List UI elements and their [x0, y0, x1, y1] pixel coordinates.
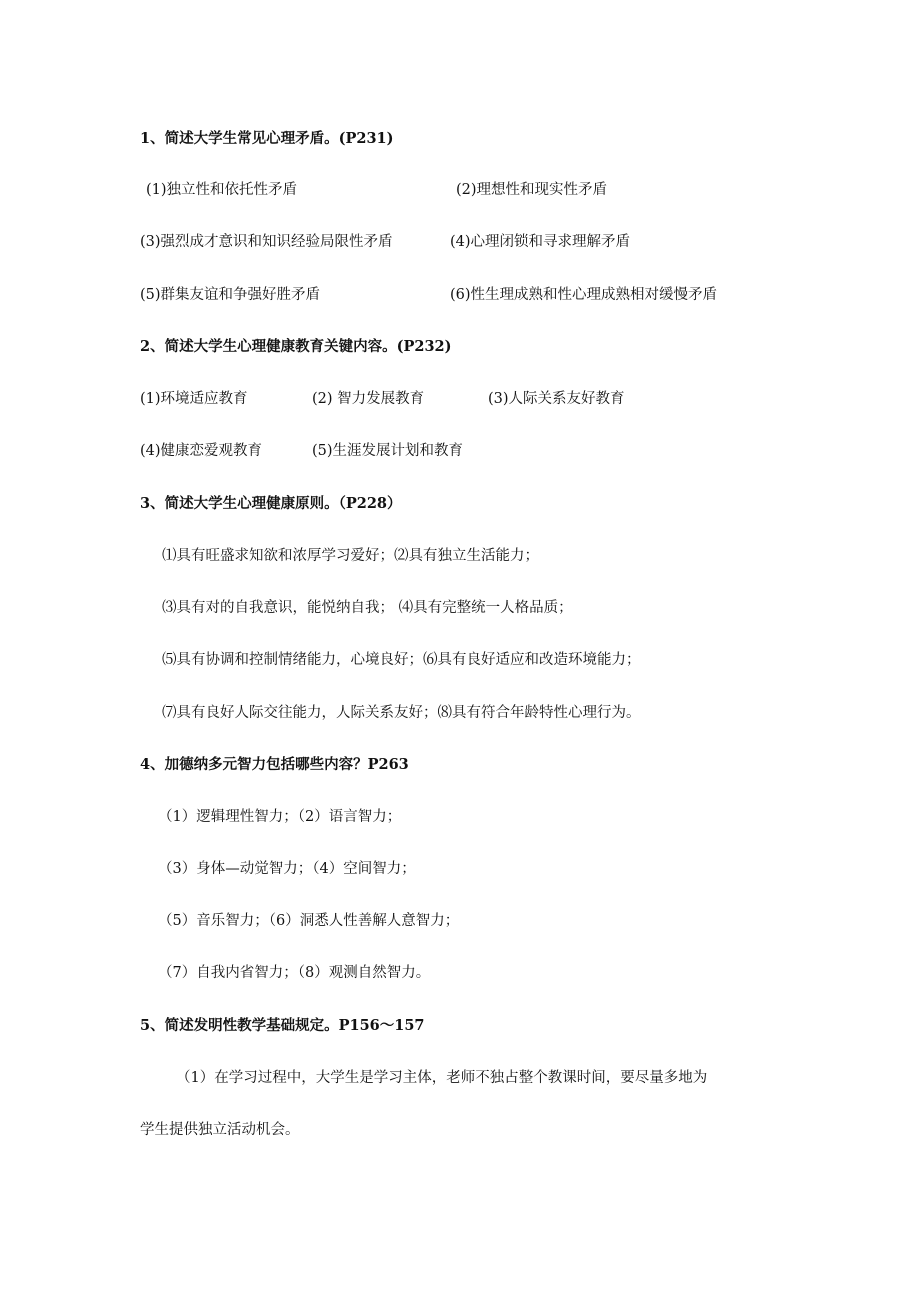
- question-5-paragraph-line-2: 学生提供独立活动机会。: [140, 1122, 300, 1138]
- question-1-item-3: (3)强烈成才意识和知识经验局限性矛盾: [140, 234, 393, 250]
- question-3-title: 3、简述大学生心理健康原则。（P228）: [140, 495, 402, 512]
- question-1-item-2: (2)理想性和现实性矛盾: [456, 182, 608, 198]
- question-2-item-4: (4)健康恋爱观教育: [140, 443, 263, 459]
- question-4-line-1: （1）逻辑理性智力；（2）语言智力；: [158, 809, 402, 825]
- question-3-line-3: ⑸具有协调和控制情绪能力，心境良好；⑹具有良好适应和改造环境能力；: [162, 652, 641, 668]
- question-3-line-2: ⑶具有对的自我意识，能悦纳自我； ⑷具有完整统一人格品质；: [162, 600, 573, 616]
- question-2-item-2: (2) 智力发展教育: [312, 391, 425, 407]
- question-4-line-3: （5）音乐智力；（6）洞悉人性善解人意智力；: [158, 913, 460, 929]
- question-4-line-4: （7）自我内省智力；（8）观测自然智力。: [158, 965, 431, 981]
- question-2-item-5: (5)生涯发展计划和教育: [312, 443, 464, 459]
- question-5-paragraph-line-1: （1）在学习过程中，大学生是学习主体，老师不独占整个教课时间，要尽量多地为: [176, 1070, 708, 1086]
- question-2-item-1: (1)环境适应教育: [140, 391, 248, 407]
- question-1-item-1: (1)独立性和依托性矛盾: [146, 182, 298, 198]
- question-2-title: 2、简述大学生心理健康教育关键内容。(P232): [140, 338, 452, 355]
- question-4-title: 4、加德纳多元智力包括哪些内容？P263: [140, 756, 409, 773]
- question-5-title: 5、简述发明性教学基础规定。P156～157: [140, 1017, 425, 1034]
- question-1-item-6: (6)性生理成熟和性心理成熟相对缓慢矛盾: [450, 287, 718, 303]
- question-1-item-5: (5)群集友谊和争强好胜矛盾: [140, 287, 321, 303]
- question-3-line-1: ⑴具有旺盛求知欲和浓厚学习爱好；⑵具有独立生活能力；: [162, 548, 539, 564]
- question-2-item-3: (3)人际关系友好教育: [488, 391, 625, 407]
- question-3-line-4: ⑺具有良好人际交往能力，人际关系友好；⑻具有符合年龄特性心理行为。: [162, 705, 641, 721]
- question-4-line-2: （3）身体—动觉智力；（4）空间智力；: [158, 861, 416, 877]
- question-1-item-4: (4)心理闭锁和寻求理解矛盾: [450, 234, 631, 250]
- question-1-title: 1、简述大学生常见心理矛盾。(P231): [140, 130, 394, 147]
